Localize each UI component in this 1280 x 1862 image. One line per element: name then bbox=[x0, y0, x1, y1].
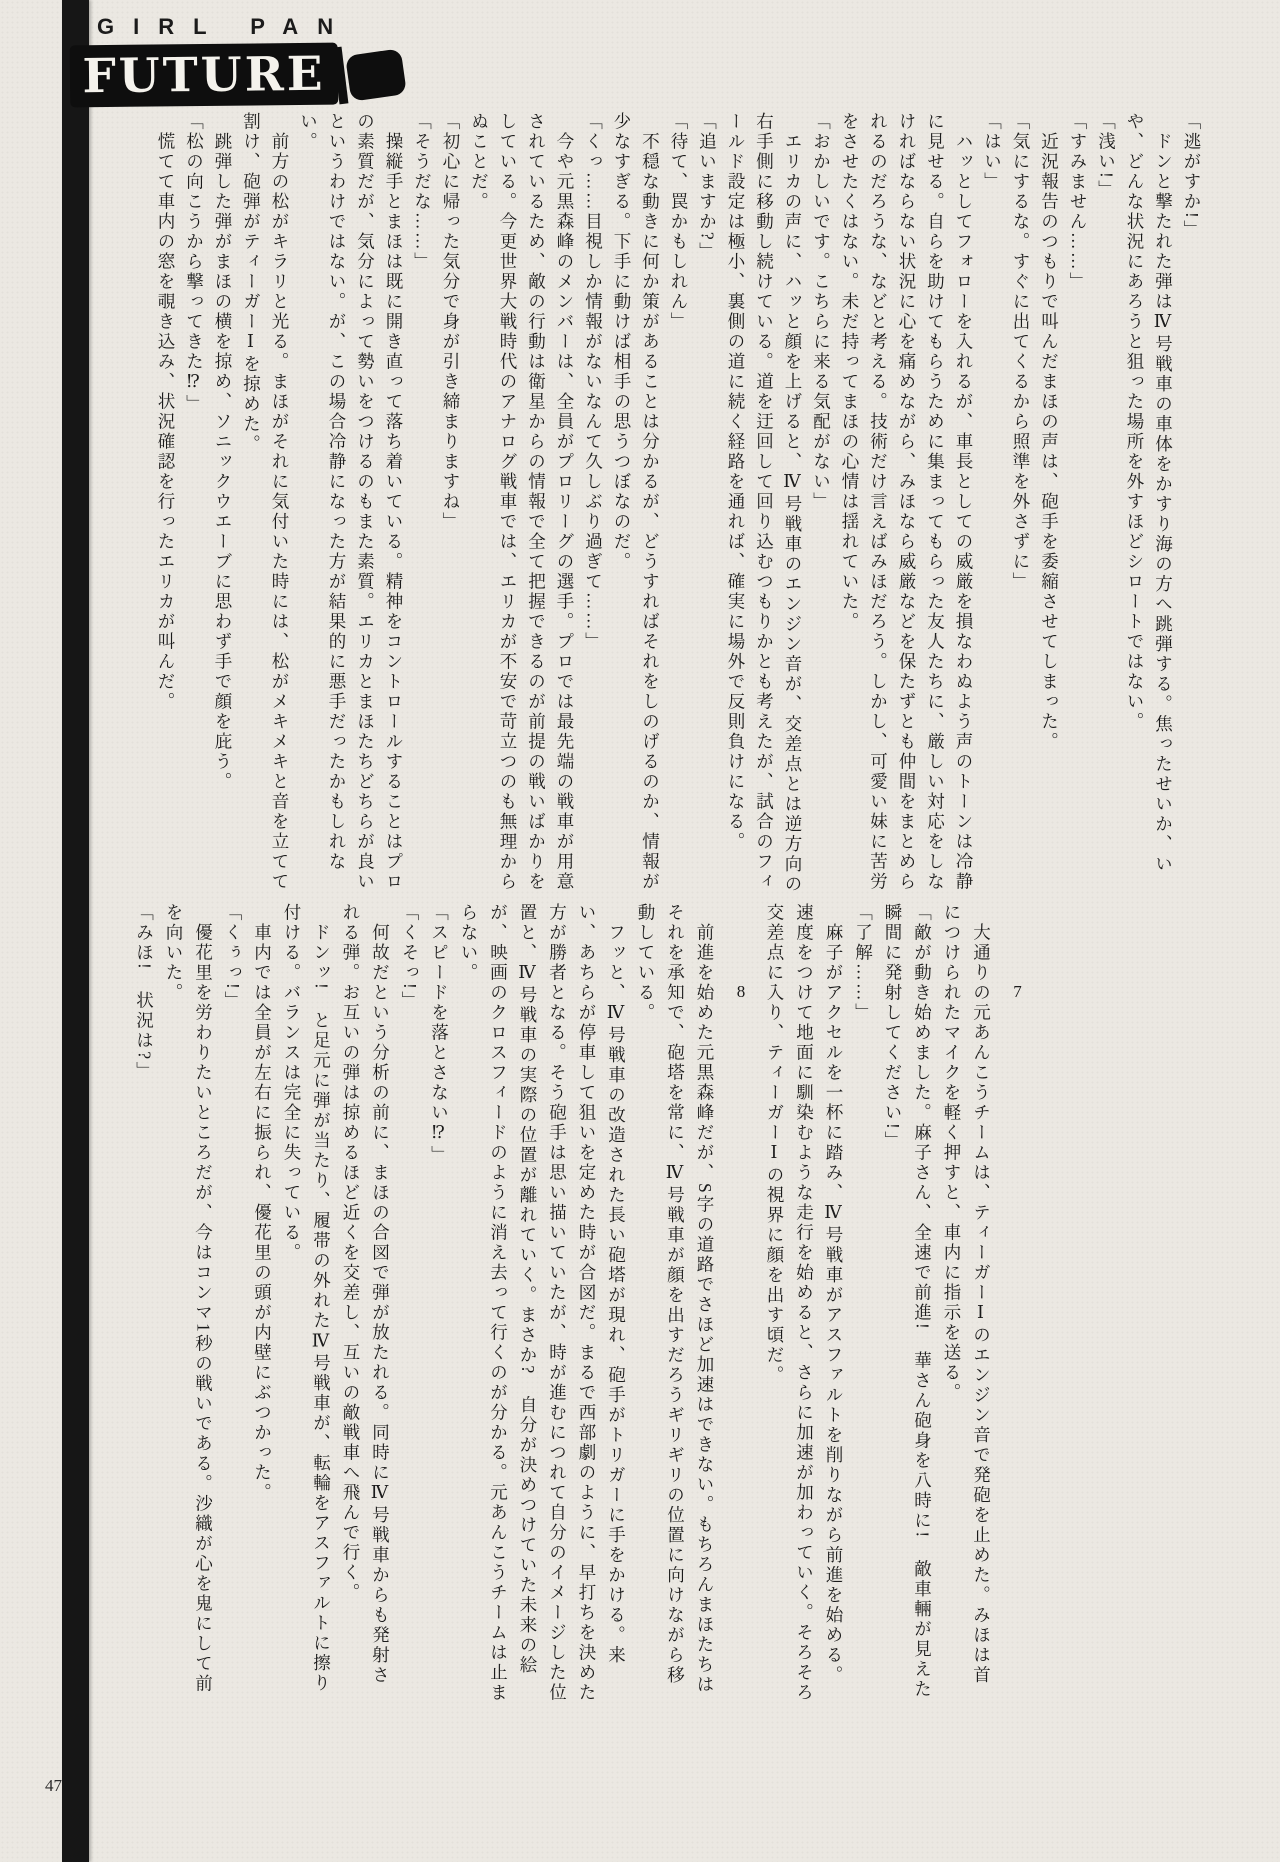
paragraph: 不穏な動きに何か策があることは分かるが、どうすればそれをしのげるのか、情報が少なすぎる。下手に動けば相手の思うつぼなのだ。 bbox=[612, 112, 661, 892]
paragraph: 「松の向こうから撃ってきた⁉」 bbox=[184, 112, 205, 415]
paragraph: エリカの声に、ハッと顔を上げると、Ⅳ号戦車のエンジン音が、交差点とは逆方向の右手側に移動し続けている。道を迂回して回り込むつもりかとも考えたが、試合のフィールド設定は極小、裏側の道に続く経路を通れば、確実に場外で反則負けになる。 bbox=[726, 112, 803, 895]
paragraph: 「スピードを落とさない⁉」 bbox=[429, 903, 450, 1166]
paragraph: 「そうだな……」 bbox=[412, 112, 433, 272]
paragraph: 今や元黒森峰のメンバーは、全員がプロリーグの選手。プロでは最先端の戦車が用意されているため、敵の行動は衛星からの情報で全て把握できるのが前提の戦いばかりをしている。今更世界大戦時代のアナログ戦車では、エリカが不安で苛立つのも無理からぬことだ。 bbox=[469, 112, 575, 892]
paragraph: 「気にするな。すぐに出てくるから照準を外さずに」 bbox=[1011, 112, 1031, 592]
paragraph: 「すみません……」 bbox=[1068, 112, 1088, 292]
lower-text-block bbox=[129, 903, 1036, 1705]
logo-girl-pan-text: GIRL PAN bbox=[97, 14, 353, 39]
paragraph: 大通りの元あんこうチームは、ティーガーⅠのエンジン音で発砲を止めた。みほは首につけられたマイクを軽く押すと、車内に指示を送る。 bbox=[942, 903, 992, 1686]
paragraph: 「了解……」 bbox=[853, 903, 874, 1023]
paragraph: 「くっ……目視しか情報がないなんて久しぶり過ぎて……」 bbox=[583, 112, 604, 652]
section-number: 8 bbox=[736, 983, 746, 1000]
upper-text-block bbox=[152, 112, 1207, 896]
paragraph: 「逃がすか!」 bbox=[1182, 112, 1202, 241]
paragraph: ドンッ! と足元に弾が当たり、履帯の外れたⅣ号戦車が、転輪をアスファルトに擦り付ける。バランスは完全に失っている。 bbox=[282, 903, 332, 1694]
paragraph: 「追いますか?」 bbox=[697, 112, 718, 263]
paragraph: 前方の松がキラリと光る。まほがそれに気付いた時には、松がメキメキと音を立てて割け、砲弾がティーガーⅠを掠めた。 bbox=[241, 112, 290, 892]
paragraph: 「待て、罠かもしれん」 bbox=[669, 112, 689, 332]
paragraph: 何故だという分析の前に、まほの合図で弾が放たれる。同時にⅣ号戦車からも発射される弾。お互いの弾は掠めるほど近くを交差し、互いの敵戦車へ飛んで行く。 bbox=[341, 903, 391, 1686]
paragraph: 「はい」 bbox=[982, 112, 1003, 192]
paragraph: 操縦手とまほは既に開き直って落ち着いている。精神をコントロールすることはプロの素質だが、気分によって勢いをつけるのもまた素質。エリカとまほたちどちらが良いというわけではない。が、この場合冷静になった方が結果的に悪手だったかもしれない。 bbox=[298, 112, 404, 892]
paragraph: 麻子がアクセルを一杯に踏み、Ⅳ号戦車がアスファルトを削りながら前進を始める。速度をつけて地面に馴染むような走行を始めると、さらに加速が加わっていく。そろそろ交差点に入り、ティーガーⅠの視界に顔を出す頃だ。 bbox=[765, 903, 844, 1703]
paragraph: 「敵が動き始めました。麻子さん、全速で前進! 華さん砲身を八時に! 敵車輛が見えた瞬間に発射してください!」 bbox=[883, 903, 933, 1700]
paragraph: 車内では全員が左右に振られ、優花里の頭が内壁にぶつかった。 bbox=[252, 903, 273, 1503]
paragraph: 慌てて車内の窓を覗き込み、状況確認を行ったエリカが叫んだ。 bbox=[156, 112, 176, 712]
logo-future-box bbox=[70, 43, 339, 108]
paragraph: 優花里を労わりたいところだが、今はコンマ1秒の戦いである。沙織が心を鬼にして前を向いた。 bbox=[164, 903, 214, 1695]
paragraph: 跳弾した弾がまほの横を掠め、ソニックウエーブに思わず手で顔を庇う。 bbox=[213, 112, 233, 792]
logo-future-text: FUTURE bbox=[82, 46, 326, 104]
paragraph: 「みほ! 状況は?」 bbox=[134, 903, 155, 1082]
paragraph: フッと、Ⅳ号戦車の改造された長い砲塔が現れ、砲手がトリガーに手をかける。来い、あちらが停車して狙いを定めた時が合図だ。まるで西部劇のように、早打ちを決めた方が勝者となる。そう砲手は思い描いていたが、時が進むにつれて自分のイメージした位置と、Ⅳ号戦車の実際の位置が離れていく。まさか? 自分が決めつけていた未来の絵が、映画のクロスフィードのように消え去って行くのが分かる。元あんこうチームは止まらない。 bbox=[459, 903, 627, 1703]
paragraph: ドンと撃たれた弾はⅣ号戦車の車体をかすり海の方へ跳弾する。焦ったせいか、いや、どんな状況にあろうと狙った場所を外すほどシロートではない。 bbox=[1125, 112, 1174, 875]
paragraph: 「おかしいです。こちらに来る気配がない」 bbox=[811, 112, 832, 512]
section-number: 7 bbox=[1013, 983, 1022, 1000]
binding-spine-bar bbox=[62, 0, 89, 1862]
paragraph: 「初心に帰った気分で身が引き締まりますね」 bbox=[441, 112, 461, 532]
page-number: 47 bbox=[45, 1776, 62, 1795]
paragraph: 「くぅっ!」 bbox=[223, 903, 243, 1012]
paragraph: 「くそっ!」 bbox=[400, 903, 420, 1012]
paragraph: 前進を始めた元黒森峰だが、S字の道路でさほど加速はできない。もちろんまほたちはそれを承知で、砲塔を常に、Ⅳ号戦車が顔を出すだろうギリギリの位置に向けながら移動している。 bbox=[636, 903, 715, 1696]
paragraph: ハッとしてフォローを入れるが、車長としての威厳を損なわぬよう声のトーンは冷静に見せる。自らを助けてもらうために集まってもらった友人たちに、厳しい対応をしなければならない状況に心を痛めながら、みほなら威厳などを保たずとも仲間をまとめられるのだろうな、などと考える。技術だけ言えばみほだろう。しかし、可愛い妹に苦労をさせたくはない。未だ持ってまほの心情は揺れていた。 bbox=[840, 112, 974, 892]
paragraph: 近況報告のつもりで叫んだまほの声は、砲手を委縮させてしまった。 bbox=[1039, 112, 1060, 752]
logo-tank-barrel-shape bbox=[345, 48, 407, 101]
paragraph: 「浅い!」 bbox=[1096, 112, 1117, 201]
